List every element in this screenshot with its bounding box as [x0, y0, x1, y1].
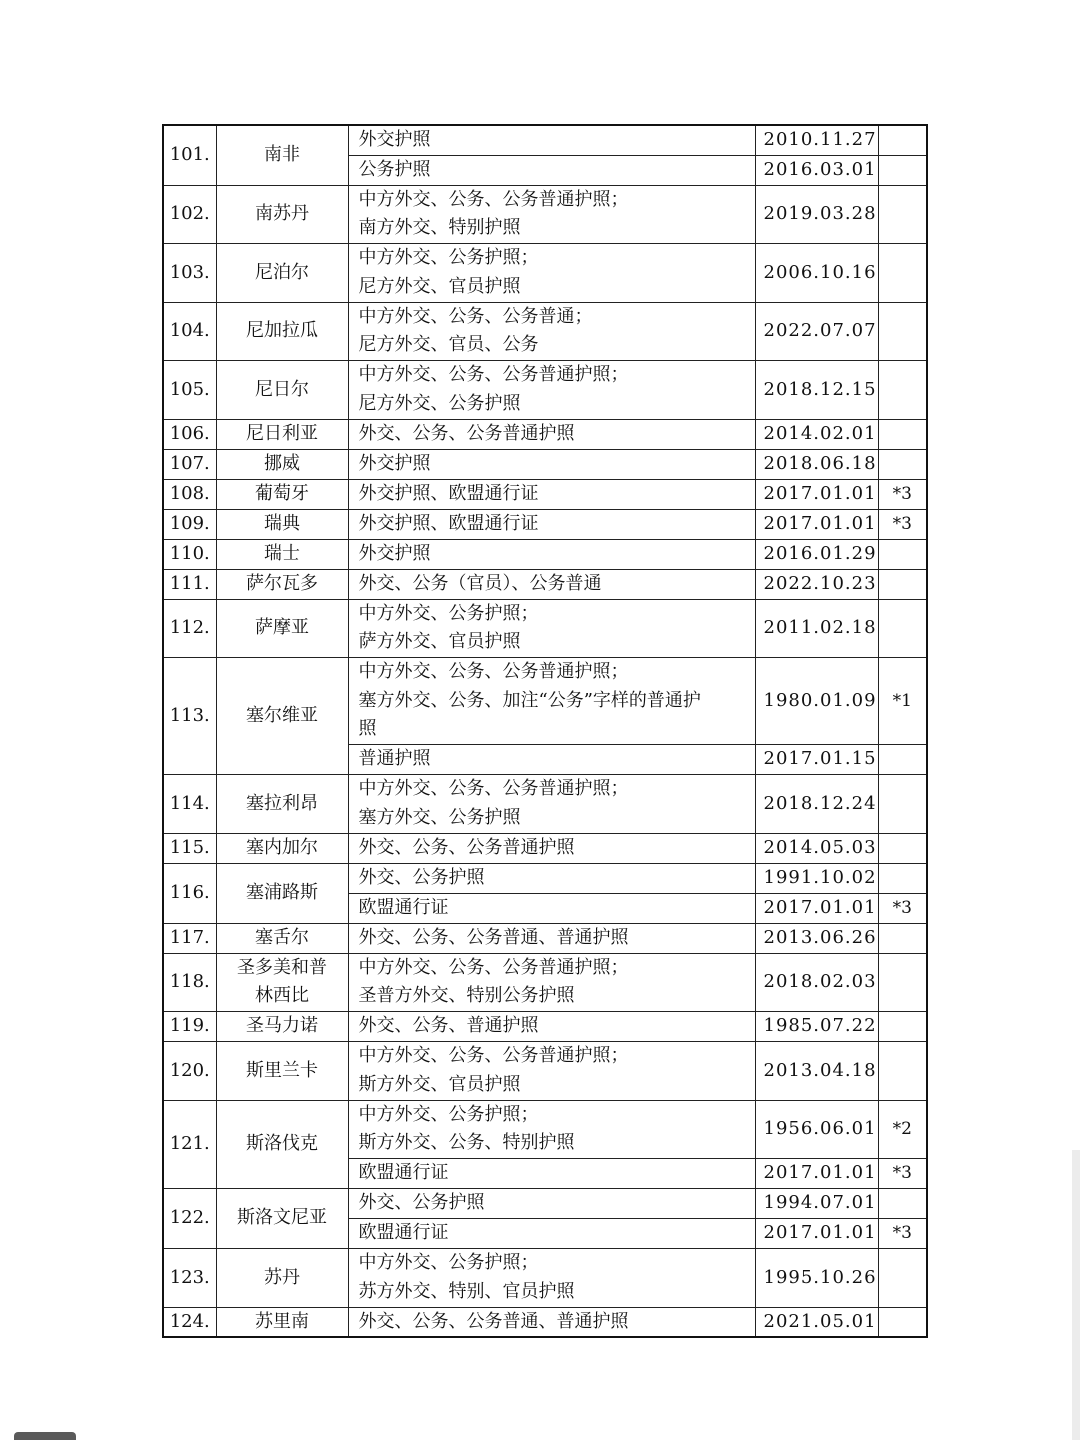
country-name: 挪威	[216, 449, 348, 479]
country-name: 塞尔维亚	[216, 658, 348, 775]
entry-number: 116.	[163, 863, 216, 923]
country-name: 萨尔瓦多	[216, 569, 348, 599]
footnote-mark	[878, 1189, 927, 1219]
effective-date: 2018.02.03	[755, 953, 878, 1012]
footnote-mark	[878, 1012, 927, 1042]
table-row	[163, 449, 927, 479]
effective-date: 2016.03.01	[755, 155, 878, 185]
passport-line: 斯方外交、官员护照	[358, 1073, 521, 1095]
passport-line: 外交护照、欧盟通行证	[358, 512, 539, 534]
table-row	[163, 1307, 927, 1337]
table-row	[163, 185, 927, 244]
table-row	[163, 658, 927, 745]
passport-types	[348, 1219, 755, 1249]
passport-line: 外交、公务护照	[358, 1192, 485, 1214]
entry-number: 105.	[163, 361, 216, 420]
passport-types	[348, 745, 755, 775]
passport-line: 外交护照	[358, 542, 431, 564]
entry-number: 107.	[163, 449, 216, 479]
entry-number: 110.	[163, 539, 216, 569]
entry-number: 112.	[163, 599, 216, 658]
passport-types	[348, 302, 755, 361]
passport-line: 外交、公务、公务普通护照	[358, 836, 575, 858]
entry-number: 106.	[163, 419, 216, 449]
country-name: 塞拉利昂	[216, 775, 348, 834]
footnote-mark	[878, 953, 927, 1012]
country-name: 瑞士	[216, 539, 348, 569]
footnote-mark	[878, 185, 927, 244]
table-row	[163, 509, 927, 539]
passport-line: 外交、公务、公务普通、普通护照	[358, 1310, 629, 1332]
country-name: 尼加拉瓜	[216, 302, 348, 361]
effective-date: 2017.01.15	[755, 745, 878, 775]
country-name: 尼日利亚	[216, 419, 348, 449]
table-row	[163, 479, 927, 509]
passport-line: 外交、公务、普通护照	[358, 1015, 539, 1037]
effective-date: 1994.07.01	[755, 1189, 878, 1219]
effective-date: 2018.12.24	[755, 775, 878, 834]
passport-line: 普通护照	[358, 748, 431, 770]
passport-line: 中方外交、公务、公务普通护照；	[358, 1045, 629, 1067]
footnote-mark	[878, 569, 927, 599]
table-row	[163, 569, 927, 599]
passport-line: 欧盟通行证	[358, 896, 449, 918]
country-name: 瑞典	[216, 509, 348, 539]
passport-line: 中方外交、公务、公务普通；	[358, 305, 593, 327]
passport-line: 外交护照、欧盟通行证	[358, 482, 539, 504]
passport-line: 苏方外交、特别、官员护照	[358, 1280, 575, 1302]
table-row	[163, 539, 927, 569]
table-row	[163, 923, 927, 953]
passport-types	[348, 244, 755, 303]
effective-date: 2016.01.29	[755, 539, 878, 569]
effective-date: 1980.01.09	[755, 658, 878, 745]
passport-line: 中方外交、公务、公务普通护照；	[358, 778, 629, 800]
passport-types	[348, 479, 755, 509]
footnote-mark	[878, 863, 927, 893]
effective-date: 2010.11.27	[755, 125, 878, 155]
country-name: 斯洛文尼亚	[216, 1189, 348, 1249]
country-name: 塞舌尔	[216, 923, 348, 953]
passport-types	[348, 1042, 755, 1101]
passport-types	[348, 155, 755, 185]
effective-date: 2021.05.01	[755, 1307, 878, 1337]
passport-line: 南方外交、特别护照	[358, 217, 521, 239]
entry-number: 102.	[163, 185, 216, 244]
passport-line: 尼方外交、官员护照	[358, 275, 521, 297]
footnote-mark: *3	[878, 1159, 927, 1189]
footnote-mark	[878, 449, 927, 479]
effective-date: 2017.01.01	[755, 479, 878, 509]
passport-types	[348, 599, 755, 658]
entry-number: 123.	[163, 1249, 216, 1308]
passport-types	[348, 1012, 755, 1042]
passport-types	[348, 361, 755, 420]
passport-types	[348, 923, 755, 953]
effective-date: 2017.01.01	[755, 1159, 878, 1189]
passport-line: 外交、公务、公务普通护照	[358, 422, 575, 444]
country-name: 苏丹	[216, 1249, 348, 1308]
effective-date: 2017.01.01	[755, 509, 878, 539]
footnote-mark	[878, 244, 927, 303]
passport-types	[348, 1307, 755, 1337]
entry-number: 111.	[163, 569, 216, 599]
entry-number: 103.	[163, 244, 216, 303]
effective-date: 2018.12.15	[755, 361, 878, 420]
country-name: 葡萄牙	[216, 479, 348, 509]
footnote-mark: *3	[878, 479, 927, 509]
passport-line: 塞方外交、公务、加注“公务”字样的普通护	[358, 689, 701, 711]
passport-line: 中方外交、公务护照；	[358, 602, 539, 624]
table-row	[163, 1189, 927, 1219]
passport-types	[348, 419, 755, 449]
effective-date: 2022.10.23	[755, 569, 878, 599]
effective-date: 1991.10.02	[755, 863, 878, 893]
footnote-mark	[878, 599, 927, 658]
footnote-mark	[878, 539, 927, 569]
footnote-mark	[878, 1042, 927, 1101]
passport-line: 中方外交、公务、公务普通护照；	[358, 188, 629, 210]
effective-date: 2017.01.01	[755, 893, 878, 923]
footnote-mark	[878, 155, 927, 185]
footnote-mark: *3	[878, 893, 927, 923]
passport-types	[348, 125, 755, 155]
passport-line: 中方外交、公务、公务普通护照；	[358, 661, 629, 683]
passport-types	[348, 1100, 755, 1159]
passport-types	[348, 539, 755, 569]
country-name: 塞内加尔	[216, 833, 348, 863]
passport-line: 斯方外交、公务、特别护照	[358, 1132, 575, 1154]
footnote-mark	[878, 302, 927, 361]
footnote-mark	[878, 923, 927, 953]
passport-line: 中方外交、公务护照；	[358, 1103, 539, 1125]
passport-types	[348, 1249, 755, 1308]
table-row	[163, 125, 927, 155]
effective-date: 2019.03.28	[755, 185, 878, 244]
passport-line: 圣普方外交、特别公务护照	[358, 985, 575, 1007]
country-name: 斯里兰卡	[216, 1042, 348, 1101]
footnote-mark	[878, 125, 927, 155]
passport-types	[348, 775, 755, 834]
table-row	[163, 361, 927, 420]
country-name: 南非	[216, 125, 348, 185]
country-name: 苏里南	[216, 1307, 348, 1337]
entry-number: 115.	[163, 833, 216, 863]
entry-number: 113.	[163, 658, 216, 775]
passport-line: 中方外交、公务、公务普通护照；	[358, 956, 629, 978]
entry-number: 118.	[163, 953, 216, 1012]
footnote-mark	[878, 419, 927, 449]
country-name: 南苏丹	[216, 185, 348, 244]
footnote-mark: *3	[878, 509, 927, 539]
effective-date: 1995.10.26	[755, 1249, 878, 1308]
table-row	[163, 1249, 927, 1308]
passport-types	[348, 863, 755, 893]
country-name: 尼泊尔	[216, 244, 348, 303]
footnote-mark: *2	[878, 1100, 927, 1159]
passport-line: 塞方外交、公务护照	[358, 806, 521, 828]
passport-types	[348, 1159, 755, 1189]
table-row	[163, 863, 927, 893]
corner-tab	[14, 1432, 76, 1440]
footnote-mark	[878, 361, 927, 420]
entry-number: 120.	[163, 1042, 216, 1101]
table-row	[163, 1042, 927, 1101]
entry-number: 122.	[163, 1189, 216, 1249]
table-row	[163, 419, 927, 449]
passport-line: 中方外交、公务、公务普通护照；	[358, 364, 629, 386]
entry-number: 104.	[163, 302, 216, 361]
country-name: 塞浦路斯	[216, 863, 348, 923]
table-row	[163, 302, 927, 361]
passport-line: 照	[358, 718, 377, 740]
country-name: 萨摩亚	[216, 599, 348, 658]
entry-number: 108.	[163, 479, 216, 509]
passport-types	[348, 185, 755, 244]
effective-date: 2022.07.07	[755, 302, 878, 361]
entry-number: 109.	[163, 509, 216, 539]
country-name: 圣马力诺	[216, 1012, 348, 1042]
effective-date: 2018.06.18	[755, 449, 878, 479]
page-scrollbar[interactable]	[1072, 1150, 1080, 1440]
footnote-mark: *1	[878, 658, 927, 745]
effective-date: 1985.07.22	[755, 1012, 878, 1042]
passport-types	[348, 509, 755, 539]
table-row	[163, 775, 927, 834]
passport-types	[348, 893, 755, 923]
visa-exemption-table	[162, 124, 928, 1338]
entry-number: 119.	[163, 1012, 216, 1042]
passport-line: 欧盟通行证	[358, 1162, 449, 1184]
passport-types	[348, 833, 755, 863]
footnote-mark	[878, 775, 927, 834]
table-row	[163, 244, 927, 303]
footnote-mark	[878, 1249, 927, 1308]
passport-types	[348, 569, 755, 599]
table-body	[163, 125, 927, 1337]
effective-date: 2014.05.03	[755, 833, 878, 863]
passport-types	[348, 953, 755, 1012]
table-row	[163, 1012, 927, 1042]
table-row	[163, 1100, 927, 1159]
entry-number: 114.	[163, 775, 216, 834]
effective-date: 2011.02.18	[755, 599, 878, 658]
entry-number: 101.	[163, 125, 216, 185]
passport-types	[348, 1189, 755, 1219]
effective-date: 2017.01.01	[755, 1219, 878, 1249]
effective-date: 2006.10.16	[755, 244, 878, 303]
entry-number: 117.	[163, 923, 216, 953]
effective-date: 2013.04.18	[755, 1042, 878, 1101]
country-name: 圣多美和普林西比	[216, 953, 348, 1012]
passport-line: 中方外交、公务护照；	[358, 247, 539, 269]
effective-date: 1956.06.01	[755, 1100, 878, 1159]
passport-types	[348, 658, 755, 745]
passport-line: 外交护照	[358, 452, 431, 474]
footnote-mark	[878, 745, 927, 775]
effective-date: 2013.06.26	[755, 923, 878, 953]
table-row	[163, 833, 927, 863]
country-name: 斯洛伐克	[216, 1100, 348, 1189]
effective-date: 2014.02.01	[755, 419, 878, 449]
passport-line: 欧盟通行证	[358, 1222, 449, 1244]
country-name: 尼日尔	[216, 361, 348, 420]
passport-line: 中方外交、公务护照；	[358, 1252, 539, 1274]
footnote-mark	[878, 833, 927, 863]
table-row	[163, 953, 927, 1012]
passport-line: 外交、公务护照	[358, 866, 485, 888]
table-row	[163, 599, 927, 658]
passport-line: 外交护照	[358, 129, 431, 150]
footnote-mark: *3	[878, 1219, 927, 1249]
passport-line: 萨方外交、官员护照	[358, 631, 521, 653]
footnote-mark	[878, 1307, 927, 1337]
passport-types	[348, 449, 755, 479]
entry-number: 121.	[163, 1100, 216, 1189]
passport-line: 公务护照	[358, 158, 431, 180]
passport-line: 尼方外交、公务护照	[358, 392, 521, 414]
passport-line: 外交、公务（官员）、公务普通	[358, 572, 602, 594]
passport-line: 尼方外交、官员、公务	[358, 334, 539, 356]
entry-number: 124.	[163, 1307, 216, 1337]
passport-line: 外交、公务、公务普通、普通护照	[358, 926, 629, 948]
